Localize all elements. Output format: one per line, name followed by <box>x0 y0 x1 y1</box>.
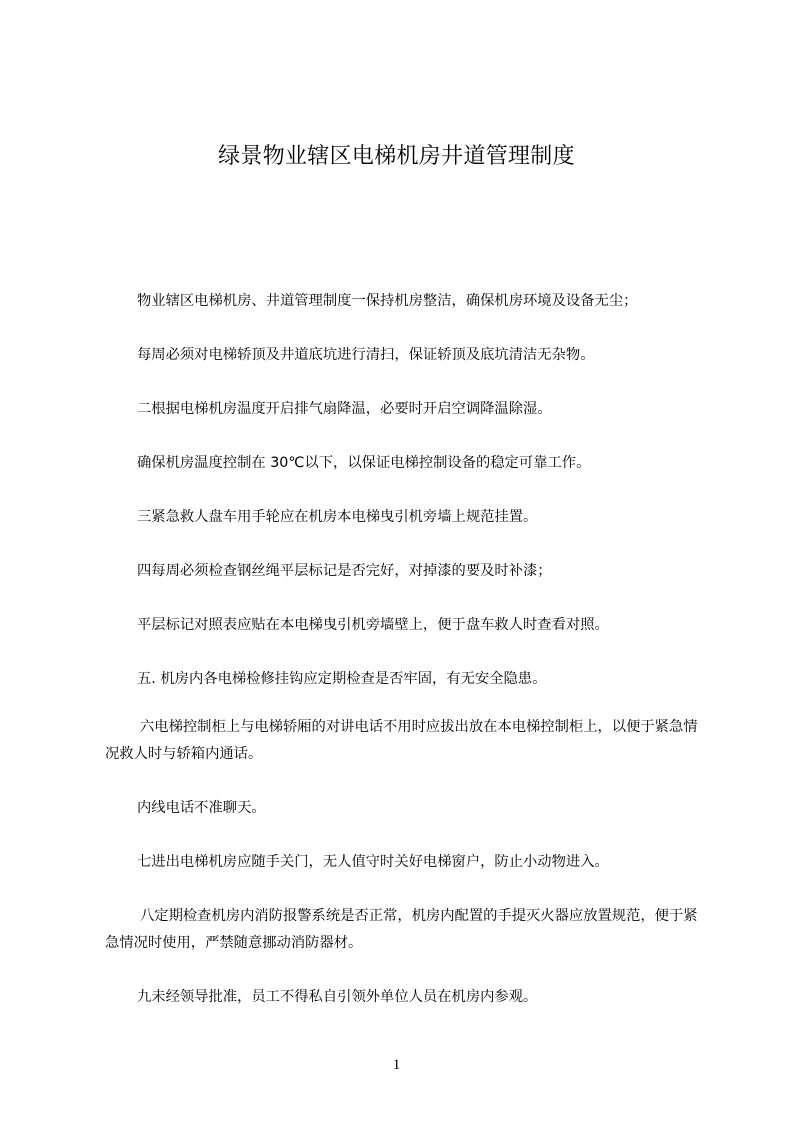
paragraph-9: 六电梯控制柜上与电梯轿厢的对讲电话不用时应拔出放在本电梯控制柜上，以便于紧急情况救人时与轿箱内通话。 <box>105 719 698 762</box>
paragraph-10: 内线电话不准聊天。 <box>137 800 266 816</box>
paragraph-4: 确保机房温度控制在 30℃以下，以保证电梯控制设备的稳定可靠工作。 <box>137 455 591 471</box>
paragraph-2: 每周必须对电梯轿顶及井道底坑进行清扫，保证轿顶及底坑清洁无杂物。 <box>137 347 595 363</box>
paragraph-7: 平层标记对照表应贴在本电梯曳引机旁墙壁上，便于盘车救人时查看对照。 <box>137 617 609 633</box>
paragraph-8: 五. 机房内各电梯检修挂钩应定期检查是否牢固，有无安全隐患。 <box>137 671 547 687</box>
paragraph-12: 八定期检查机房内消防报警系统是否正常，机房内配置的手提灭火器应放置规范，便于紧急情况时使用，严禁随意挪动消防器材。 <box>105 908 698 951</box>
paragraph-6: 四每周必须检查钢丝绳平层标记是否完好，对掉漆的要及时补漆； <box>137 563 552 579</box>
document-title: 绿景物业辖区电梯机房井道管理制度 <box>218 144 575 169</box>
paragraph-5: 三紧急救人盘车用手轮应在机房本电梯曳引机旁墙上规范挂置。 <box>137 509 538 525</box>
paragraph-3: 二根据电梯机房温度开启排气扇降温，必要时开启空调降温除湿。 <box>137 401 552 417</box>
paragraph-1: 物业辖区电梯机房、井道管理制度一保持机房整洁，确保机房环境及设备无尘； <box>137 293 638 309</box>
paragraph-11: 七进出电梯机房应随手关门，无人值守时关好电梯窗户，防止小动物进入。 <box>137 854 609 870</box>
paragraph-13: 九未经领导批准，员工不得私自引领外单位人员在机房内参观。 <box>137 989 538 1005</box>
page-number: 1 <box>392 1057 401 1073</box>
